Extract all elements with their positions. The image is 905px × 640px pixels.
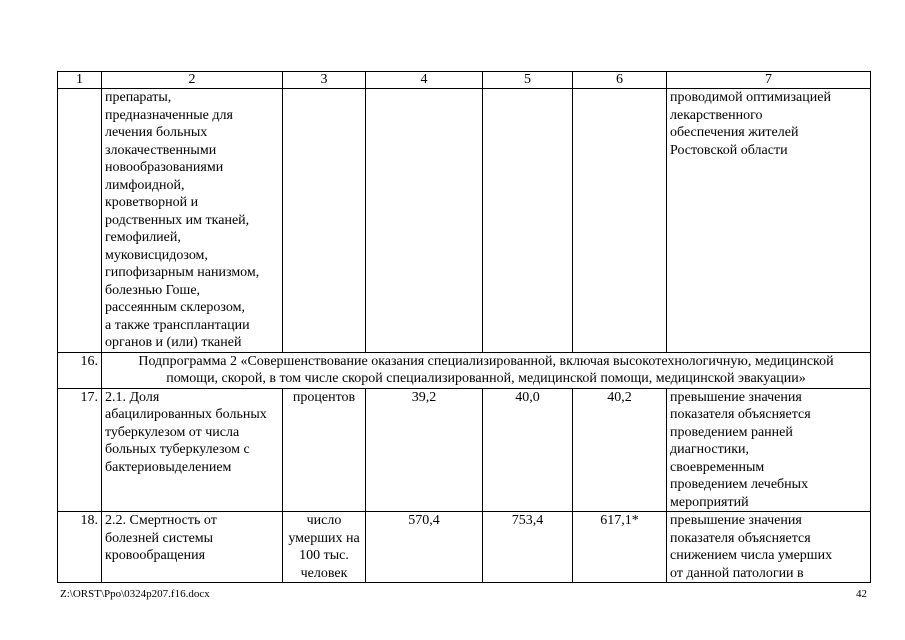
header-cell: 4 — [366, 72, 483, 89]
text-line: кровообращения — [105, 548, 206, 563]
file-path-footer: Z:\ORST\Ppo\0324p207.f16.docx — [60, 588, 210, 600]
text-line: бактериовыделением — [105, 459, 232, 475]
text-line: Подпрограмма 2 «Совершенствование оказания специализированной, включая высокотехнологичную, медицинской — [138, 353, 834, 369]
indicators-table — [57, 71, 871, 583]
text-line: а также трансплантации — [105, 317, 250, 333]
unit-cell — [283, 89, 366, 353]
text-line: помощи, скорой, в том числе скорой специализированной, медицинской помощи, медицинской эвакуации» — [166, 371, 806, 386]
value-cell: 753,4 — [483, 512, 573, 583]
text-line: больных туберкулезом с — [105, 442, 250, 457]
indicator-row — [58, 388, 871, 512]
value-cell: 40,0 — [483, 388, 573, 512]
indicator-name-cell — [102, 512, 283, 583]
text-line: мероприятий — [670, 494, 749, 510]
text-line: умерших на — [288, 530, 360, 546]
text-line: кроветворной и — [105, 195, 199, 210]
text-line: предназначенные для — [105, 107, 233, 123]
num-cell: 18. — [58, 512, 102, 583]
text-line: новообразованиями — [105, 160, 224, 175]
comment-cell — [667, 512, 871, 583]
num-cell: 17. — [58, 388, 102, 512]
text-line: абацилированных больных — [105, 407, 267, 422]
num-cell: 16. — [58, 352, 102, 388]
value-cell — [483, 89, 573, 353]
continuation-row — [58, 89, 871, 353]
text-line: снижением числа умерших — [670, 548, 833, 563]
text-line: 2.1. Доля — [105, 389, 160, 405]
text-line: туберкулезом от числа — [105, 424, 240, 440]
num-cell — [58, 89, 102, 353]
text-line: гемофилией, — [105, 230, 181, 245]
text-line: проведением лечебных — [670, 477, 809, 492]
text-line: процентов — [292, 389, 356, 405]
text-line: злокачественными — [105, 142, 217, 158]
value-cell — [573, 89, 667, 353]
value-cell: 617,1* — [573, 512, 667, 583]
text-line: от данной патологии в — [670, 565, 804, 581]
value-cell: 39,2 — [366, 388, 483, 512]
header-cell: 5 — [483, 72, 573, 89]
header-row — [58, 72, 871, 89]
text-line: диагностики, — [670, 442, 750, 457]
text-line: лимфоидной, — [105, 177, 185, 193]
value-cell — [366, 89, 483, 353]
header-cell: 6 — [573, 72, 667, 89]
text-line: показателя объясняется — [670, 530, 811, 546]
text-line: лечения больных — [105, 125, 208, 140]
text-line: своевременным — [670, 459, 765, 475]
text-line: число — [306, 513, 342, 528]
text-line: 100 тыс. — [299, 548, 349, 563]
text-line: препараты, — [105, 90, 172, 105]
subprogram-row — [58, 352, 871, 388]
page-number: 42 — [856, 588, 867, 600]
text-line: родственных им тканей, — [105, 212, 250, 228]
text-line: рассеянным склерозом, — [105, 300, 245, 315]
text-line: превышение значения — [670, 389, 802, 405]
header-cell: 7 — [667, 72, 871, 89]
comment-cell — [667, 388, 871, 512]
text-line: гипофизарным нанизмом, — [105, 265, 260, 280]
indicator-row — [58, 512, 871, 583]
indicator-name-cell — [102, 388, 283, 512]
indicator-name-cell — [102, 89, 283, 353]
text-line: превышение значения — [670, 513, 802, 528]
header-cell: 1 — [58, 72, 102, 89]
text-line: проведением ранней — [670, 424, 793, 440]
text-line: показателя объясняется — [670, 407, 811, 422]
text-line: муковисцидозом, — [105, 247, 208, 263]
text-line: органов и (или) тканей — [105, 335, 242, 350]
header-cell: 3 — [283, 72, 366, 89]
value-cell: 40,2 — [573, 388, 667, 512]
text-line: болезнью Гоше, — [105, 282, 201, 298]
comment-cell — [667, 89, 871, 353]
unit-cell — [283, 388, 366, 512]
text-line: Ростовской области — [670, 142, 788, 158]
text-line: человек — [300, 565, 348, 581]
unit-cell — [283, 512, 366, 583]
text-line: 2.2. Смертность от — [105, 513, 217, 528]
subprogram-title-cell — [102, 352, 871, 388]
text-line: обеспечения жителей — [670, 125, 799, 140]
text-line: болезней системы — [105, 530, 214, 546]
text-line: лекарственного — [670, 107, 763, 123]
text-line: проводимой оптимизацией — [670, 90, 831, 105]
value-cell: 570,4 — [366, 512, 483, 583]
header-cell: 2 — [102, 72, 283, 89]
